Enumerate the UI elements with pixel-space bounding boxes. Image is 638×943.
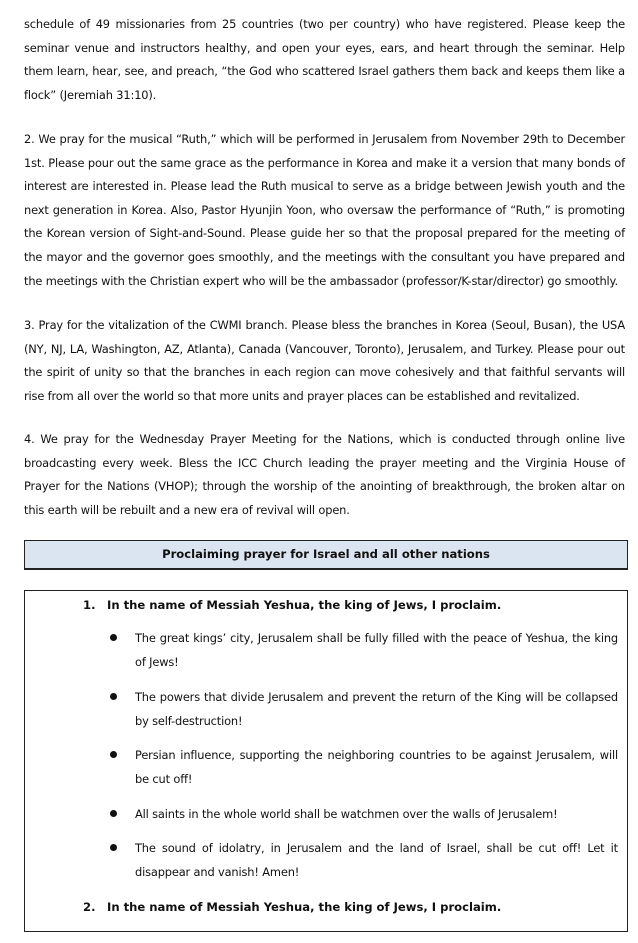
heading-number: 2. [83, 900, 96, 914]
list-item [110, 626, 618, 674]
heading-number: 1. [83, 598, 96, 612]
bullet-text: The powers that divide Jerusalem and prevent the return of the King will be collapsed by self-destruction! [135, 690, 618, 728]
list-item [110, 743, 618, 791]
proclamation-box [24, 590, 628, 932]
paragraph-wednesday-prayer: 4. We pray for the Wednesday Prayer Meeting for the Nations, which is conducted through online live broadcasting every week. Bless the ICC Church leading the prayer meeting and the Virginia House of Prayer for the Nations (VHOP); through the worship of the anointing of breakthrough, the broken altar on this earth will be rebuilt and a new era of revival will open. [24, 432, 625, 517]
paragraph-ruth-musical: 2. We pray for the musical “Ruth,” which will be performed in Jerusalem from November 29th to December 1st. Please pour out the same grace as the performance in Korea and make it a version that many bonds of interest are interested in. Please lead the Ruth musical to serve as a bridge between Jewish youth and the next generation in Korea. Also, Pastor Hyunjin Yoon, who oversaw the performance of “Ruth,” is promoting the Korean version of Sight-and-Sound. Please guide her so that the proposal prepared for the meeting of the mayor and the governor goes smoothly, and the meetings with the consultant you have prepared and the meetings with the Christian expert who will be the ambassador (professor/K-star/director) go smoothly. [24, 132, 625, 288]
banner-title: Proclaiming prayer for Israel and all other nations [162, 547, 490, 561]
bullet-icon [110, 810, 117, 817]
paragraph-cwmi-branch: 3. Pray for the vitalization of the CWMI branch. Please bless the branches in Korea (Seoul, Busan), the USA (NY, NJ, LA, Washington, AZ, Atlanta), Canada (Vancouver, Toronto), Jerusalem, and Turkey. Please pour out the spirit of unity so that the branches in each region can move cohesively and that faithful servants will rise from all over the world so that more units and prayer places can be established and revitalized. [24, 318, 625, 403]
proclamation-heading [83, 595, 501, 615]
proclamation-heading [83, 897, 501, 917]
bullet-icon [110, 844, 117, 851]
bullet-text: All saints in the whole world shall be watchmen over the walls of Jerusalem! [135, 807, 558, 821]
list-item [110, 802, 618, 826]
proclamation-banner [24, 540, 628, 570]
bullet-icon [110, 634, 117, 641]
heading-text: In the name of Messiah Yeshua, the king of Jews, I proclaim. [107, 598, 502, 612]
heading-text: In the name of Messiah Yeshua, the king of Jews, I proclaim. [107, 900, 502, 914]
bullet-icon [110, 693, 117, 700]
list-item [110, 685, 618, 733]
list-item [110, 836, 618, 884]
bullet-text: The sound of idolatry, in Jerusalem and the land of Israel, shall be cut off! Let it disappear and vanish! Amen! [135, 841, 618, 879]
bullet-icon [110, 751, 117, 758]
bullet-text: Persian influence, supporting the neighboring countries to be against Jerusalem, will be cut off! [135, 748, 618, 786]
paragraph-seminar: schedule of 49 missionaries from 25 countries (two per country) who have registered. Please keep the seminar venue and instructors healthy, and open your eyes, ears, and heart through the seminar. Help them learn, hear, see, and preach, “the God who scattered Israel gathers them back and keeps them like a flock” (Jeremiah 31:10). [24, 17, 625, 102]
bullet-text: The great kings’ city, Jerusalem shall be fully filled with the peace of Yeshua, the king of Jews! [135, 631, 618, 669]
